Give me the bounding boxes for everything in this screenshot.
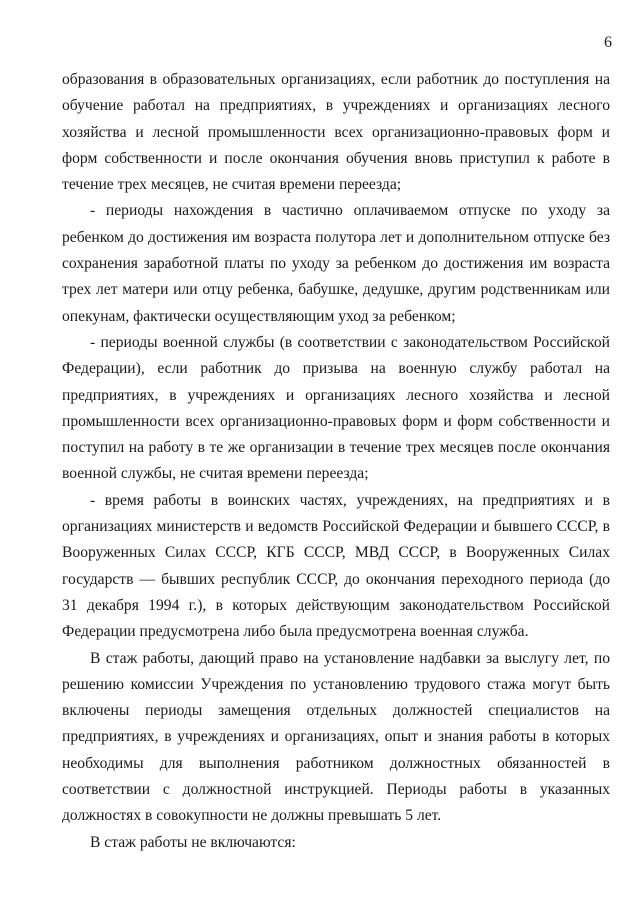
paragraph-military-units-work: - время работы в воинских частях, учреждениях, на предприятиях и в организациях министерств и ведомств Российской Федерации и бывшего СССР, в Вооруженных Силах СССР, КГБ СССР, МВД СССР, в Вооруженных Силах государств — бывших республик СССР, до окончания переходного периода (до 31 декабря 1994 г.), в которых действующим законодательством Российской Федерации предусмотрена либо была предусмотрена военная служба. (62, 491, 610, 641)
paragraph-childcare-leave: - периоды нахождения в частично оплачиваемом отпуске по уходу за ребенком до достижения им возраста полутора лет и дополнительном отпуске без сохранения заработной платы по уходу за ребенком до достижения им возраста трех лет матери или отцу ребенка, бабушке, дедушке, другим родственникам или опекунам, фактически осуществляющим уход за ребенком; (62, 202, 610, 325)
paragraph-military-service: - периоды военной службы (в соответствии с законодательством Российской Федерации), если работник до призыва на военную службу работал на предприятиях, в учреждениях и организациях лесного хозяйства и лесной промышленности всех организационно-правовых форм и форм собственности и поступил на работу в те же организации в течение трех месяцев после окончания военной службы, не считая времени переезда; (62, 333, 610, 483)
paragraph-commission-decision: В стаж работы, дающий право на установление надбавки за выслугу лет, по решению комиссии Учреждения по установлению трудового стажа могут быть включены периоды замещения отдельных должностей специалистов на предприятиях, в учреждениях и организациях, опыт и знания работы в которых необходимы для выполнения работником должностных обязанностей в соответствии с должностной инструкцией. Периоды работы в указанных должностях в совокупности не должны превышать 5 лет. (62, 649, 610, 825)
document-body (62, 67, 610, 856)
paragraph-education-continuation: образования в образовательных организациях, если работник до поступления на обучение работал на предприятиях, в учреждениях и организациях лесного хозяйства и лесной промышленности всех организационно-правовых форм и форм собственности и после окончания обучения вновь приступил к работе в течение трех месяцев, не считая времени переезда; (62, 71, 610, 194)
paragraph-exclusions-heading: В стаж работы не включаются: (90, 833, 296, 851)
page-number: 6 (604, 34, 612, 51)
